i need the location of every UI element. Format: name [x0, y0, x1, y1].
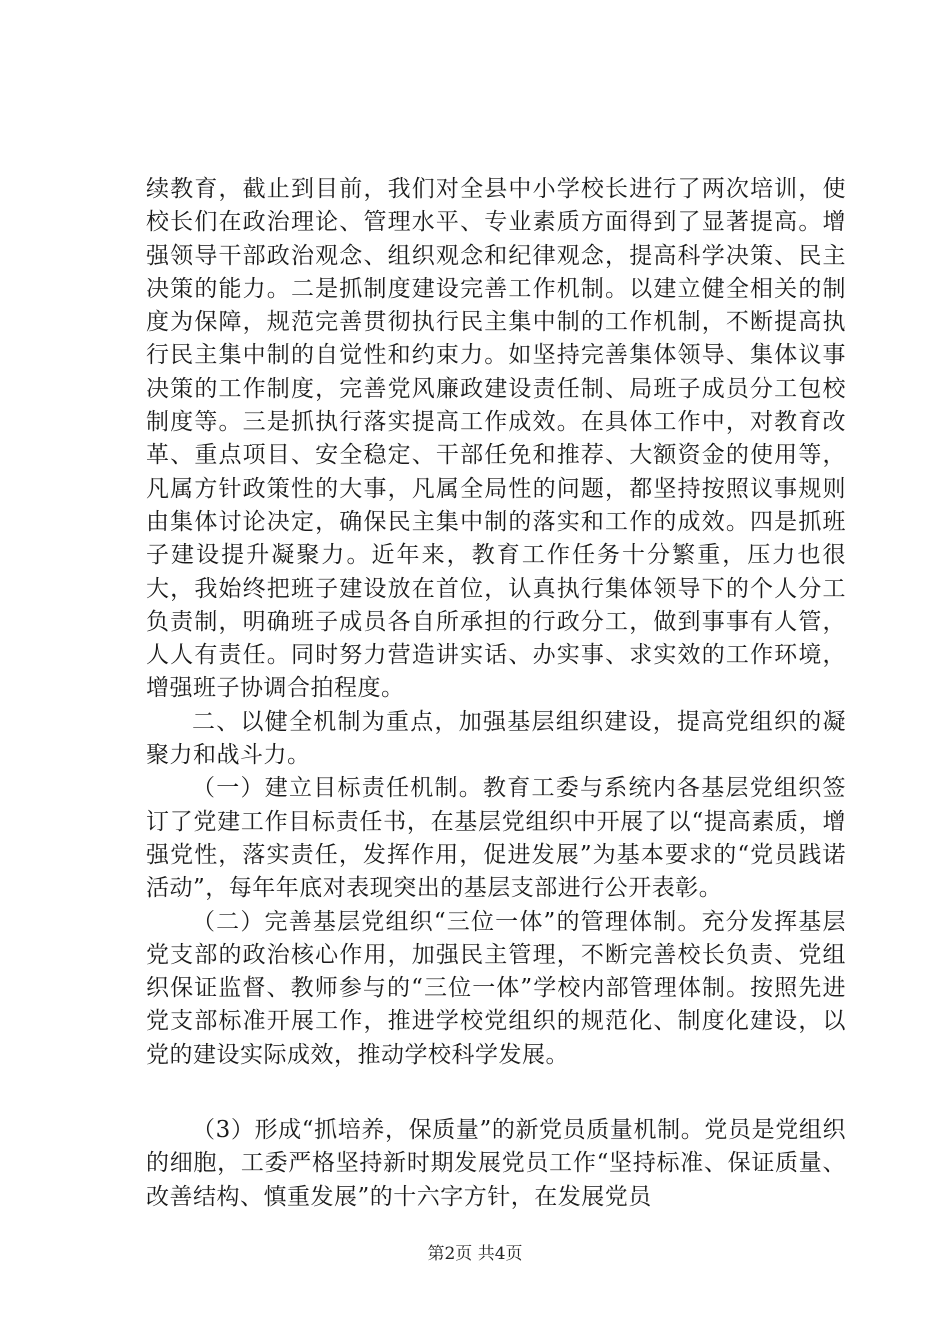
paragraph-continuation: 续教育，截止到目前，我们对全县中小学校长进行了两次培训，使校长们在政治理论、管理水平、专业素质方面得到了显著提高。增强领导干部政治观念、组织观念和纪律观念，提高科学决策、民主决策的能力。二是抓制度建设完善工作机制。以建立健全相关的制度为保障，规范完善贯彻执行民主集中制的工作机制，不断提高执行民主集中制的自觉性和约束力。如坚持完善集体领导、集体议事决策的工作制度，完善党风廉政建设责任制、局班子成员分工包校制度等。三是抓执行落实提高工作成效。在具体工作中，对教育改革、重点项目、安全稳定、干部任免和推荐、大额资金的使用等，凡属方针政策性的大事，凡属全局性的问题，都坚持按照议事规则由集体讨论决定，确保民主集中制的落实和工作的成效。四是抓班子建设提升凝聚力。近年来，教育工作任务十分繁重，压力也很大，我始终把班子建设放在首位，认真执行集体领导下的个人分工负责制，明确班子成员各自所承担的行政分工，做到事事有人管，人人有责任。同时努力营造讲实话、办实事、求实效的工作环境，增强班子协调合拍程度。: [146, 176, 846, 702]
page-number-footer: 第2页 共4页: [427, 1244, 523, 1264]
paragraph-target-responsibility: （一）建立目标责任机制。教育工委与系统内各基层党组织签订了党建工作目标责任书，在基层党组织中开展了以“提高素质，增强党性，落实责任，发挥作用，促进发展”为基本要求的“党员践诺活动”，每年年底对表现突出的基层支部进行公开表彰。: [146, 775, 846, 902]
document-body: [146, 173, 846, 1214]
paragraph-new-member-quality: （3）形成“抓培养，保质量”的新党员质量机制。党员是党组织的细胞，工委严格坚持新时期发展党员工作“坚持标准、保证质量、改善结构、慎重发展”的十六字方针，在发展党员: [146, 1117, 846, 1210]
section-heading-two: 二、以健全机制为重点，加强基层组织建设，提高党组织的凝聚力和战斗力。: [146, 708, 846, 769]
paragraph-three-in-one: （二）完善基层党组织“三位一体”的管理体制。充分发挥基层党支部的政治核心作用，加强民主管理，不断完善校长负责、党组织保证监督、教师参与的“三位一体”学校内部管理体制。按照先进党支部标准开展工作，推进学校党组织的规范化、制度化建设，以党的建设实际成效，推动学校科学发展。: [146, 908, 846, 1068]
